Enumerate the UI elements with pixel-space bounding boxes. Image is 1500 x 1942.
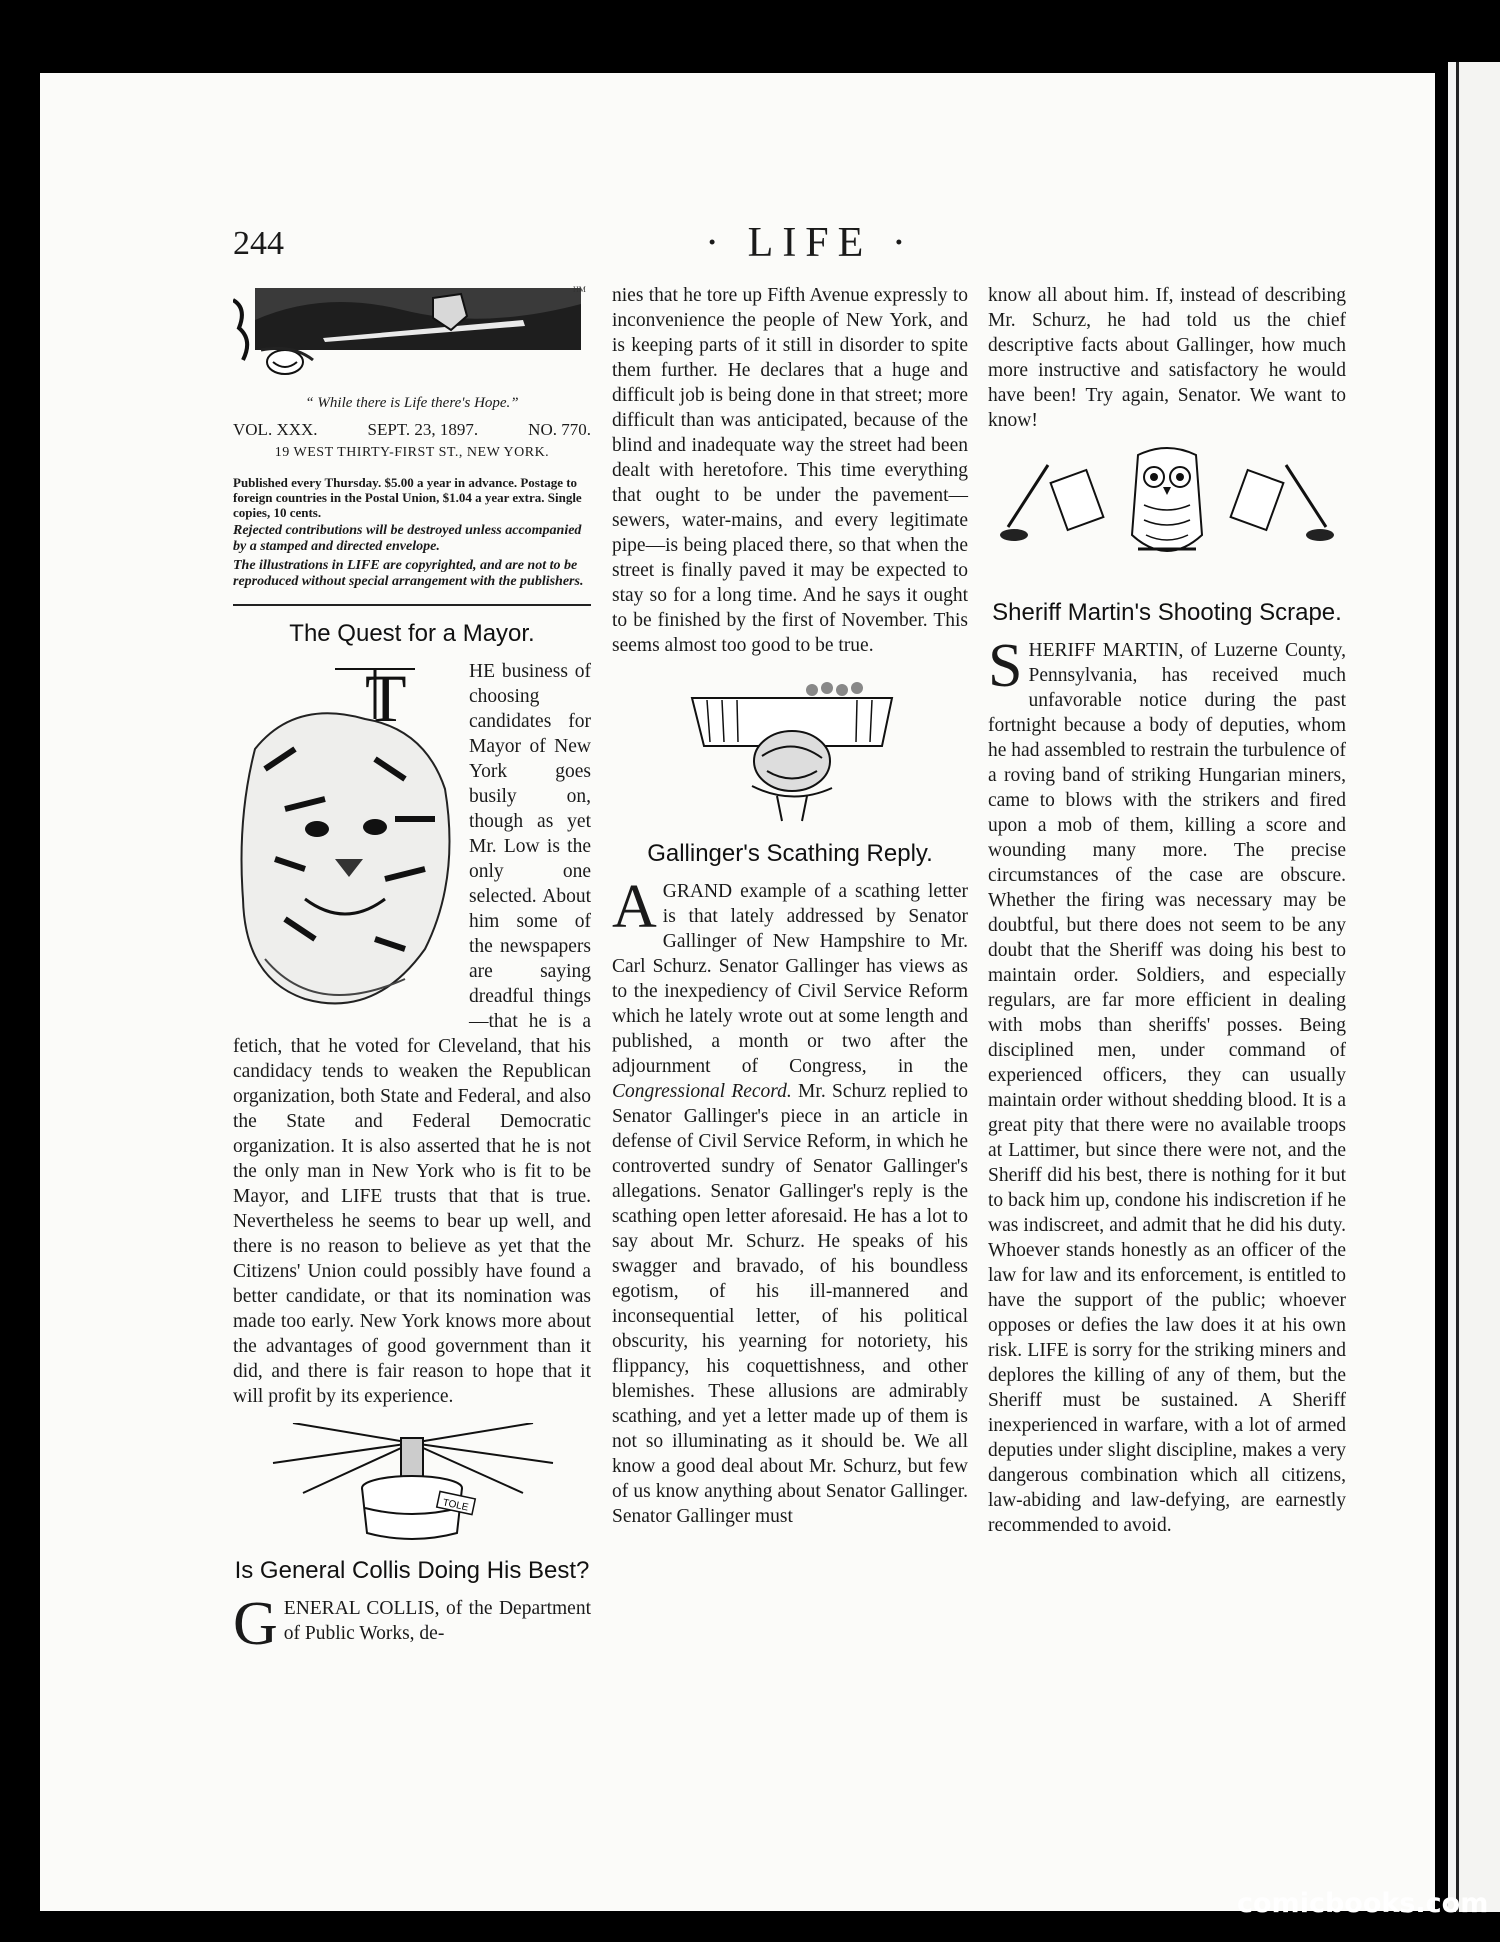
copyright-notice: The illustrations in LIFE are copyrighted, and are not to be reproduced without special arrangement with the publishers. xyxy=(233,558,584,589)
column-1 xyxy=(233,280,591,1658)
volume: VOL. XXX. xyxy=(233,420,318,439)
crowd-illustration xyxy=(612,676,968,826)
rejected-contributions-notice: Rejected contributions will be destroyed unless accompanied by a stamped and directed envelope. xyxy=(233,523,582,554)
barrel-label: TOLE xyxy=(441,1497,470,1514)
article-heading-quest-for-mayor: The Quest for a Mayor. xyxy=(289,620,535,647)
tiger-illustration xyxy=(225,659,461,1029)
article-body-sheriff-martin: HERIFF MARTIN, of Luzerne County, Pennsylvania, has received much unfavorable notice during the past fortnight because a body of deputies, whom he had assembled to restrain the turbulence of a roving band of striking Hungarian miners, came to blows with the strikers and fired upon a mob of them, killing a score and wounding many more. The precise circumstances of the case are obscure. Whether the firing was necessary may be doubtful, but there does not seem to be any doubt that the Sheriff was doing his best to maintain order. Soldiers, and especially regulars, are far more efficient in dealing with mobs than sheriffs' posses. Being disciplined men, under command of experienced officers, they can usually maintain order without shedding blood. It is a great pity that there were no available troops at Lattimer, but since there were not, and the Sheriff did his best, there is nothing for it but to back him up, condone his indiscretion if he was indiscreet, and admit that he did his duty. Whoever stands honestly as an officer of the law for law and its enforcement, is entitled to have the support of the public; whoever opposes or defies the law does it at his own risk. LIFE is sorry for the striking miners and deplores the killing of any of them, but the Sheriff must be sustained. A Sheriff inexperienced in warfare, with a lot of armed deputies under slight discipline, makes a very dangerous combination which all citizens, law-abiding and law-defying, are earnestly recommended to avoid. xyxy=(988,640,1346,1536)
issue-number: NO. 770. xyxy=(528,420,591,439)
quest-dropcap: T xyxy=(365,660,407,736)
column-2 xyxy=(612,283,968,1529)
article-heading-general-collis: Is General Collis Doing His Best? xyxy=(234,1557,590,1584)
article-body-gallinger-2: Mr. Schurz replied to Senator Gallinger's piece in an article in defense of Civil Service Reform, in which he controverted sundry of Senator Gallinger's allegations. Senator Gallinger's reply is the scathing open letter aforesaid. He has a lot to say about Mr. Schurz. He speaks of his swagger and bravado, of his boundless egotism, of his ill-mannered and inconsequential letter, of his political obscurity, his yearning for notoriety, his flippancy, his coquettishness, and other blemishes. These allusions are admirably scathing, and yet a letter made up of them is not so illuminating as it should be. We all know a good deal about Mr. Schurz, but few of us know anything about Senator Gallinger. Senator Gallinger must xyxy=(612,1081,968,1527)
masthead-title: · LIFE · xyxy=(705,220,915,266)
page-gutter-line xyxy=(1456,62,1459,1912)
article-heading-gallinger: Gallinger's Scathing Reply. xyxy=(647,840,933,867)
volume-line xyxy=(233,420,591,440)
site-watermark: comicbooks.com xyxy=(1237,1888,1489,1919)
owl-with-quills-illustration xyxy=(988,445,1346,585)
issue-date: SEPT. 23, 1897. xyxy=(367,420,479,439)
subscription-notice: Published every Thursday. $5.00 a year in advance. Postage to foreign countries in the Postal Union, $1.04 a year extra. Single copies, 10 cents. xyxy=(233,475,582,520)
article-body-gallinger-1: GRAND example of a scathing letter is that lately addressed by Senator Gallinger of New Hampshire to Mr. Carl Schurz. Senator Gallinger has views as to the inexpediency of Civil Service Reform which he lately wrote out at some length and published, a month or two after the adjournment of Congress, in the xyxy=(612,881,968,1077)
collis-dropcap: G xyxy=(233,1590,278,1658)
barrel-illustration xyxy=(233,1423,591,1543)
column-3 xyxy=(988,283,1346,1538)
congressional-record-title: Congressional Record. xyxy=(612,1081,792,1102)
article-body-quest-for-mayor: HE business of choosing candidates for Mayor of New York goes busily on, though as yet Mr. Low is the only one selected. About him some of the newspapers are saying dreadful things—that he is a fetich, that he voted for Cleveland, that his candidacy tends to weaken the Republican organization, both State and Federal, and also the State and Federal Democratic organization. It is also asserted that he is not the only man in New York who is fit to be Mayor, and LIFE trusts that that is true. Nevertheless he seems to bear up well, and there is no reason to believe as yet that the Citizens' Union could possibly have found a better candidate, or that its nomination was made too early. New York knows more about the advantages of good government than it did, and there is fair reason to hope that it will profit by its experience. xyxy=(233,661,591,1407)
divider-rule xyxy=(233,604,591,606)
article-body-general-collis: ENERAL COLLIS, of the Department of Public Works, de- xyxy=(283,1598,591,1644)
article-continued-gallinger: know all about him. If, instead of describing Mr. Schurz, he had told us the chief descriptive facts about Gallinger, how much more instructive and satisfactory he would have been! Try again, Senator. We want to know! xyxy=(988,285,1346,431)
sheriff-dropcap: S xyxy=(988,632,1023,700)
publisher-address: 19 WEST THIRTY-FIRST ST., NEW YORK. xyxy=(274,445,550,460)
article-heading-sheriff-martin: Sheriff Martin's Shooting Scrape. xyxy=(992,599,1342,626)
motto: “ While there is Life there's Hope.” xyxy=(305,395,519,411)
article-continued-general-collis: nies that he tore up Fifth Avenue expressly to inconvenience the people of New York, and is keeping parts of it still in disorder to spite them further. He declares that a huge and difficult job is being done in that street; more difficult than was anticipated, because of the blind and inadequate way the street had been dealt with heretofore. This time everything that ought to be under the pavement—sewers, water-mains, and every legitimate pipe—is being placed there, so that when the street is finally paved it may be expected to stay so for a long time. And he says it ought to be finished by the first of November. This seems almost too good to be true. xyxy=(612,285,968,656)
svg-text:HM: HM xyxy=(573,285,586,294)
gallinger-dropcap: A xyxy=(612,873,657,941)
page-number: 244 xyxy=(233,225,284,262)
masthead-vignette-illustration xyxy=(233,280,591,385)
